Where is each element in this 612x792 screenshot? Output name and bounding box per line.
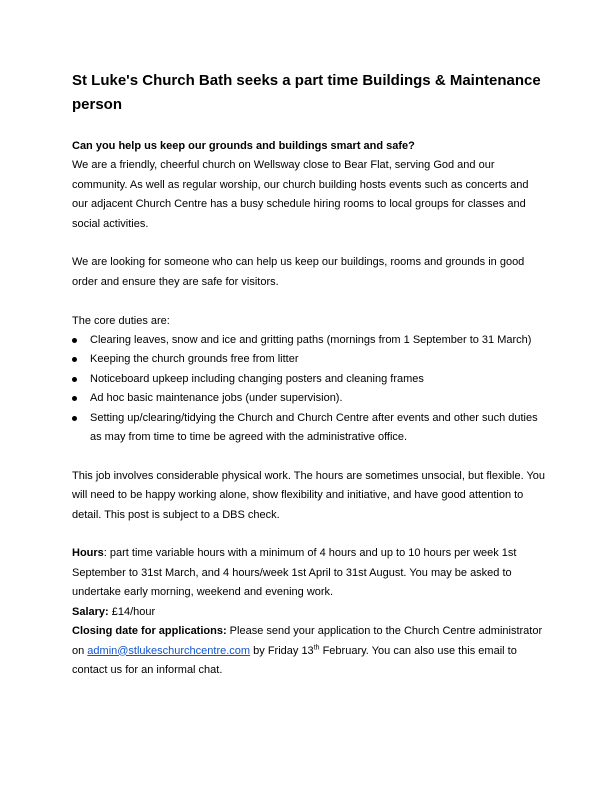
salary-section xyxy=(72,603,546,622)
intro-heading: Can you help us keep our grounds and buildings smart and safe? xyxy=(72,140,415,152)
hours-section xyxy=(72,544,546,602)
salary-label: Salary: xyxy=(72,605,109,618)
closing-section xyxy=(72,622,546,680)
looking-text: We are looking for someone who can help us keep our buildings, rooms and grounds in good order and ensure they are safe for visitors. xyxy=(72,256,525,288)
page-title: St Luke's Church Bath seeks a part time Buildings & Maintenance person xyxy=(72,72,541,113)
intro-section xyxy=(72,137,546,234)
closing-text-before: Please send your application to the Church Centre administrator on xyxy=(72,625,543,657)
bullet-icon xyxy=(72,338,77,343)
closing-text-by: by Friday 13 xyxy=(250,644,314,657)
hours-label: Hours xyxy=(72,547,104,560)
list-item: Ad hoc basic maintenance jobs (under supervision). xyxy=(72,389,546,408)
intro-text: We are a friendly, cheerful church on Wellsway close to Bear Flat, serving God and our community. As well as regular worship, our church building hosts events such as concerts and our adjacent Church Centre has a busy schedule hiring rooms to local groups for classes and social activities. xyxy=(72,159,529,230)
bullet-icon xyxy=(72,357,77,362)
list-item: Clearing leaves, snow and ice and gritting paths (mornings from 1 September to 31 March) xyxy=(72,331,546,350)
date-suffix: th xyxy=(313,643,320,651)
list-item: Keeping the church grounds free from litter xyxy=(72,350,546,369)
hours-text: : part time variable hours with a minimum of 4 hours and up to 10 hours per week 1st September to 31st March, and 4 hours/week 1st April to 31st August. You may be asked to undertake early morning, weekend and evening work. xyxy=(72,547,517,599)
bullet-icon xyxy=(72,396,77,401)
bullet-icon xyxy=(72,377,77,382)
email-link[interactable]: admin@stlukeschurchcentre.com xyxy=(87,644,251,657)
closing-text-after: February. You can also use this email to contact us for an informal chat. xyxy=(72,644,517,676)
physical-text: This job involves considerable physical work. The hours are sometimes unsocial, but flexible. You will need to be happy working alone, show flexibility and initiative, and have good attention to detail. This post is subject to a DBS check. xyxy=(72,469,546,521)
document-body xyxy=(72,137,546,680)
bullet-icon xyxy=(72,416,77,421)
duties-list xyxy=(72,331,546,447)
list-item: Setting up/clearing/tidying the Church and Church Centre after events and other such duties as may from time to time be agreed with the administrative office. xyxy=(72,409,546,448)
duties-intro: The core duties are: xyxy=(72,314,170,327)
salary-value: £14/hour xyxy=(108,605,156,618)
closing-label: Closing date for applications: xyxy=(72,625,227,638)
list-item: Noticeboard upkeep including changing posters and cleaning frames xyxy=(72,370,546,389)
